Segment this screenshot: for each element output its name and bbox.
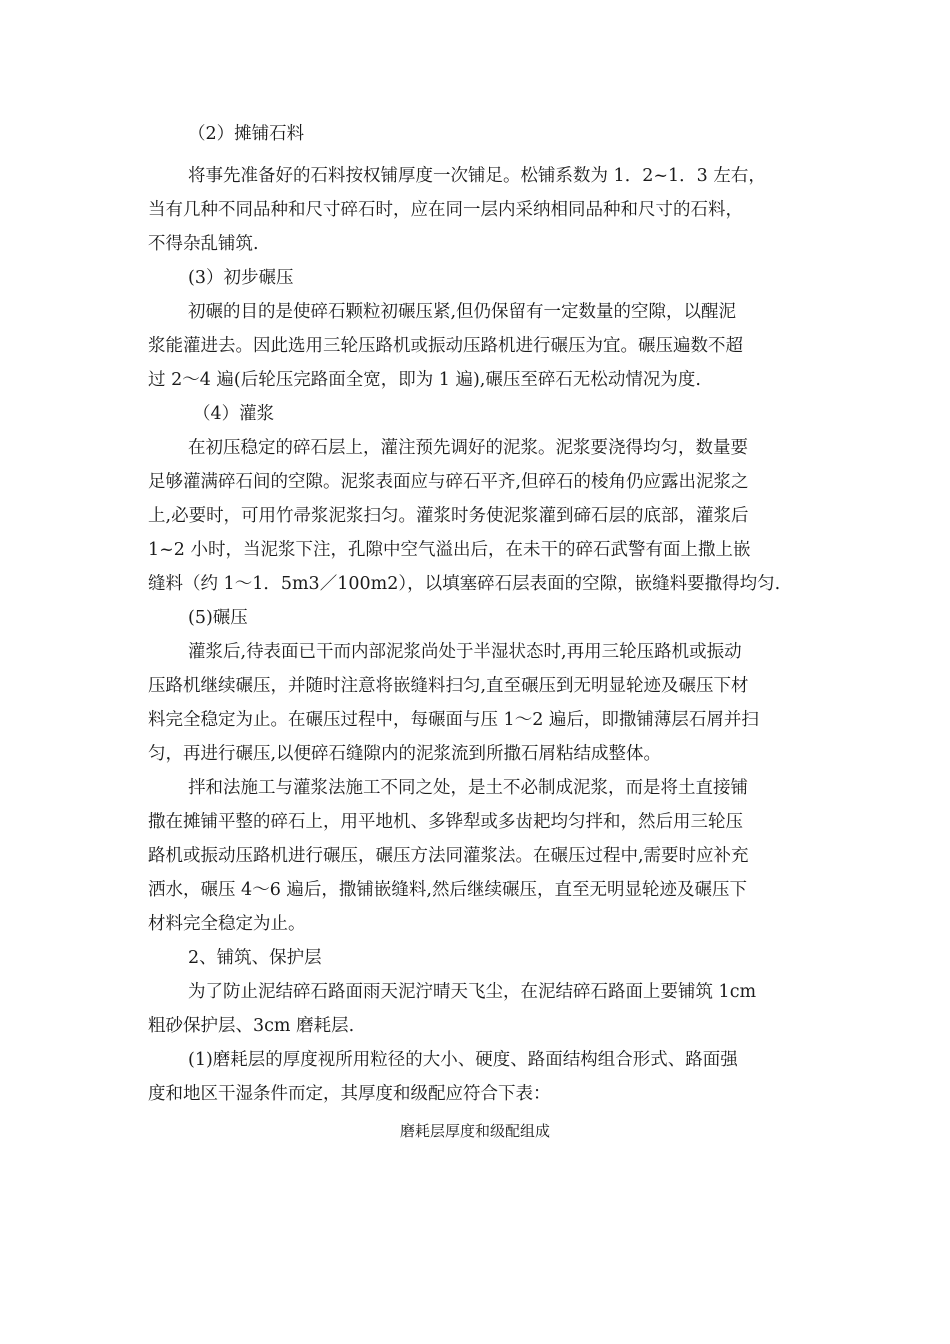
paragraph-line: 材料完全稳定为止。 bbox=[148, 914, 306, 934]
paragraph-line: 粗砂保护层、3cm 磨耗层. bbox=[148, 1016, 355, 1036]
paragraph-line: 浆能灌进去。因此选用三轮压路机或振动压路机进行碾压为宜。碾压遍数不超 bbox=[148, 336, 743, 356]
heading-initial-rolling: (3）初步碾压 bbox=[188, 268, 294, 288]
paragraph-line: 过 2～4 遍(后轮压完路面全宽，即为 1 遍),碾压至碎石无松动情况为度. bbox=[148, 370, 701, 390]
paragraph-line: 灌浆后,待表面已干而内部泥浆尚处于半湿状态时,再用三轮压路机或振动 bbox=[188, 642, 742, 662]
paragraph-line: 缝料（约 1～1．5m3／100m2），以填塞碎石层表面的空隙，嵌缝料要撒得均匀. bbox=[148, 574, 781, 594]
paragraph-line: 足够灌满碎石间的空隙。泥浆表面应与碎石平齐,但碎石的棱角仍应露出泥浆之 bbox=[148, 472, 749, 492]
paragraph-line: 将事先准备好的石料按权铺厚度一次铺足。松铺系数为 1．2~1．3 左右， bbox=[188, 166, 766, 186]
paragraph-line: 料完全稳定为止。在碾压过程中，每碾面与压 1～2 遍后，即撒铺薄层石屑并扫 bbox=[148, 710, 759, 730]
paragraph-line: (1)磨耗层的厚度视所用粒径的大小、硬度、路面结构组合形式、路面强 bbox=[188, 1050, 738, 1070]
paragraph-line: 拌和法施工与灌浆法施工不同之处，是土不必制成泥浆，而是将土直接铺 bbox=[188, 778, 748, 798]
table-caption: 磨耗层厚度和级配组成 bbox=[399, 1122, 550, 1140]
heading-protective-layer: 2、铺筑、保护层 bbox=[188, 948, 322, 968]
heading-spread-stone: （2）摊铺石料 bbox=[188, 124, 305, 144]
paragraph-line: 洒水，碾压 4～6 遍后，撒铺嵌缝料,然后继续碾压，直至无明显轮迹及碾压下 bbox=[148, 880, 747, 900]
paragraph-line: 1~2 小时，当泥浆下注，孔隙中空气溢出后，在未干的碎石武警有面上撒上嵌 bbox=[148, 540, 751, 560]
paragraph-line: 为了防止泥结碎石路面雨天泥泞晴天飞尘，在泥结碎石路面上要铺筑 1cm bbox=[188, 982, 757, 1002]
paragraph-line: 在初压稳定的碎石层上，灌注预先调好的泥浆。泥浆要浇得均匀，数量要 bbox=[188, 438, 748, 458]
paragraph-line: 上,必要时，可用竹帚浆泥浆扫匀。灌浆时务使泥浆灌到碲石层的底部，灌浆后 bbox=[148, 506, 749, 526]
heading-rolling: (5)碾压 bbox=[188, 608, 248, 628]
paragraph-line: 压路机继续碾压，并随时注意将嵌缝料扫匀,直至碾压到无明显轮迹及碾压下材 bbox=[148, 676, 749, 696]
paragraph-line: 当有几种不同品种和尺寸碎石时，应在同一层内采纳相同品种和尺寸的石料， bbox=[148, 200, 743, 220]
paragraph-line: 撒在摊铺平整的碎石上，用平地机、多铧犁或多齿耙均匀拌和，然后用三轮压 bbox=[148, 812, 743, 832]
paragraph-line: 匀，再进行碾压,以便碎石缝隙内的泥浆流到所撒石屑粘结成整体。 bbox=[148, 744, 662, 764]
paragraph-line: 路机或振动压路机进行碾压，碾压方法同灌浆法。在碾压过程中,需要时应补充 bbox=[148, 846, 749, 866]
paragraph-line: 初碾的目的是使碎石颗粒初碾压紧,但仍保留有一定数量的空隙，以醒泥 bbox=[188, 302, 737, 322]
heading-grouting: （4）灌浆 bbox=[193, 404, 275, 424]
paragraph-line: 度和地区干湿条件而定，其厚度和级配应符合下表： bbox=[148, 1084, 551, 1104]
paragraph-line: 不得杂乱铺筑. bbox=[148, 234, 259, 254]
